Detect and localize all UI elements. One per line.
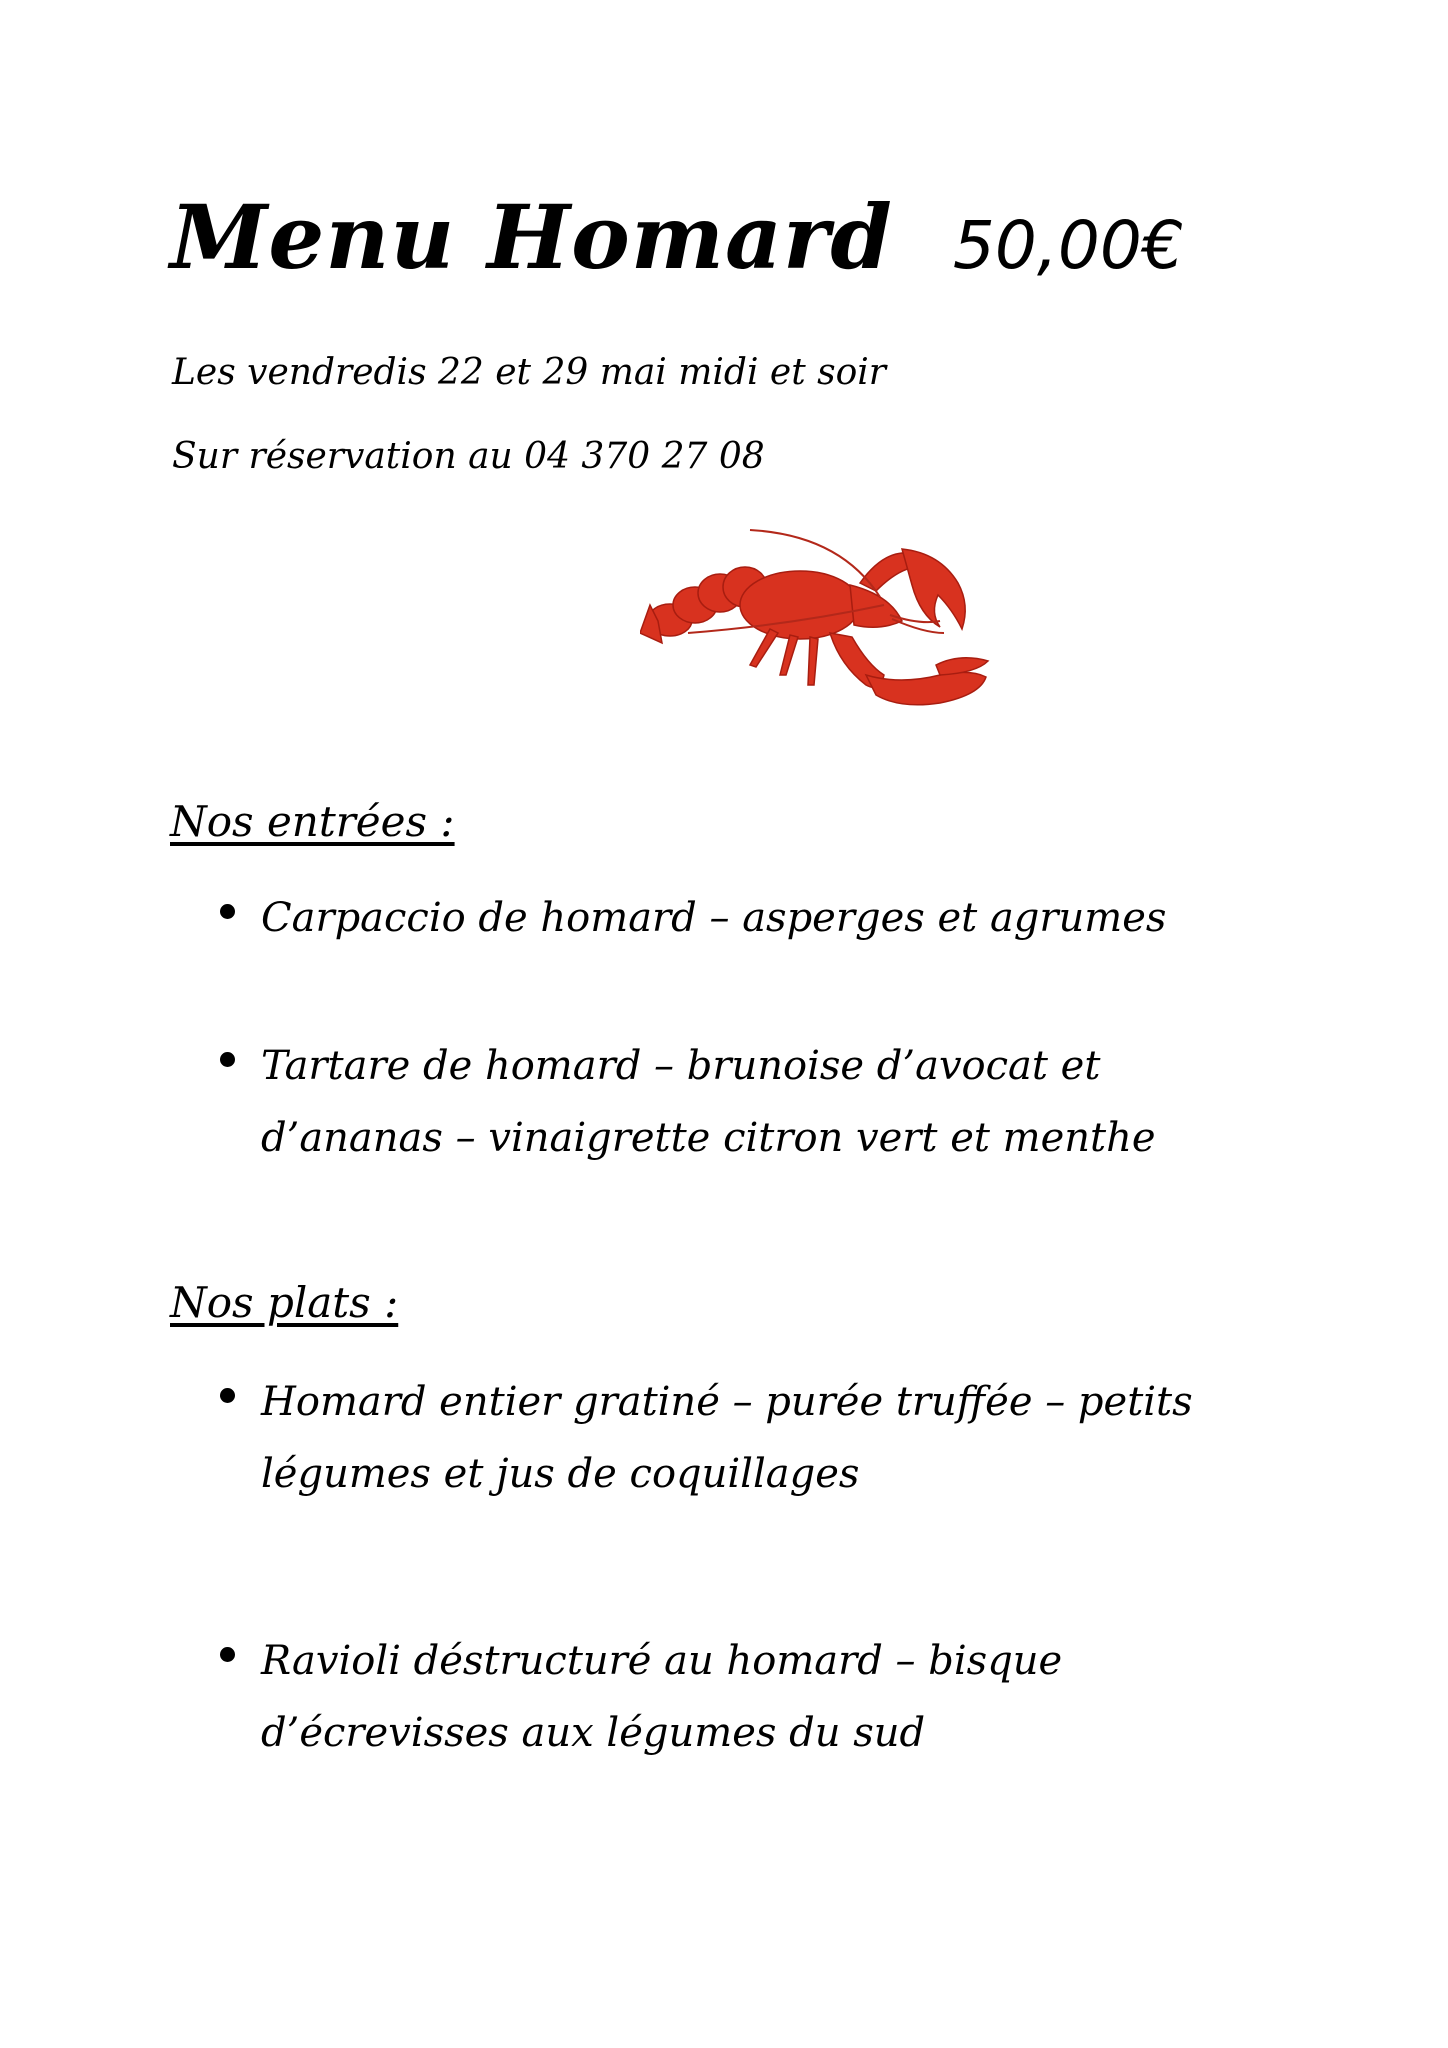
plats-heading: Nos plats :: [170, 1278, 399, 1327]
dish-text: Ravioli déstructuré au homard – bisque d’écrevisses aux légumes du sud: [261, 1638, 1063, 1756]
bullet-icon: [220, 1052, 235, 1067]
bullet-icon: [220, 1647, 235, 1662]
menu-header: [170, 185, 1184, 289]
list-item: [220, 1625, 1280, 1769]
service-dates: Les vendredis 22 et 29 mai midi et soir: [172, 352, 887, 393]
bullet-icon: [220, 1388, 235, 1403]
dish-text: Homard entier gratiné – purée truffée – petits légumes et jus de coquillages: [261, 1379, 1193, 1497]
lobster-icon: [640, 525, 1000, 745]
reservation-info: Sur réservation au 04 370 27 08: [172, 436, 765, 477]
dish-text: Carpaccio de homard – asperges et agrumes: [261, 895, 1167, 941]
list-item: [220, 1366, 1280, 1510]
list-item: [220, 882, 1280, 954]
menu-price: 50,00€: [952, 207, 1184, 284]
entrees-heading: Nos entrées :: [170, 797, 455, 846]
list-item: [220, 1030, 1280, 1174]
bullet-icon: [220, 904, 235, 919]
menu-title: Menu Homard: [170, 185, 893, 289]
dish-text: Tartare de homard – brunoise d’avocat et d’ananas – vinaigrette citron vert et menthe: [261, 1043, 1156, 1161]
